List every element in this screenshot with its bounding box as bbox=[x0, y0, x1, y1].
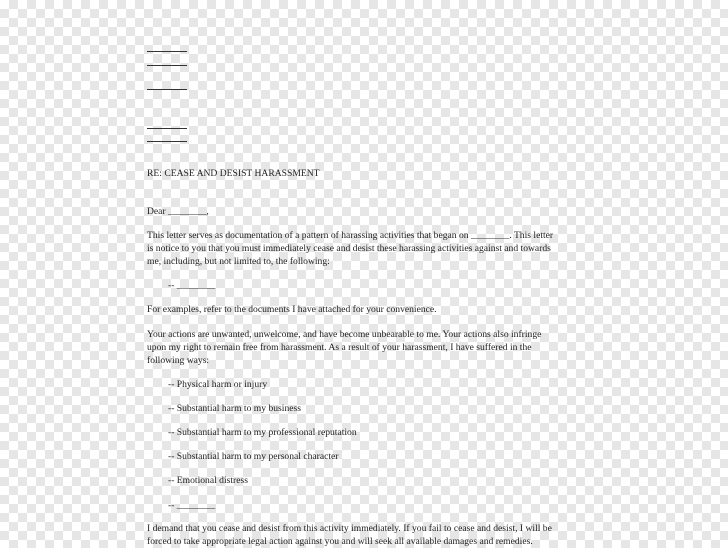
para2-line-2: upon my right to remain free from harassment. As a result of your harassment, I have suffered in the bbox=[147, 342, 532, 353]
list-item: -- ________ bbox=[168, 280, 216, 291]
address-blank-5 bbox=[147, 141, 187, 142]
address-blank-3 bbox=[147, 89, 187, 90]
para1-line-3: me, including, but not limited to, the following: bbox=[147, 256, 330, 267]
address-blank-4 bbox=[147, 128, 187, 129]
address-blank-2 bbox=[147, 65, 187, 66]
para2-line-1: Your actions are unwanted, unwelcome, and have become unbearable to me. Your actions also infringe bbox=[147, 329, 542, 340]
harm-item: -- Substantial harm to my personal character bbox=[168, 451, 339, 462]
para2-line-3: following ways: bbox=[147, 355, 210, 366]
salutation: Dear ________, bbox=[147, 206, 209, 217]
harm-item: -- Substantial harm to my professional reputation bbox=[168, 427, 357, 438]
examples-line: For examples, refer to the documents I have attached for your convenience. bbox=[147, 304, 437, 315]
closing-line-2: forced to take appropriate legal action against you and will seek all available damages and remedies. bbox=[147, 536, 533, 547]
harm-item: -- Emotional distress bbox=[168, 475, 248, 486]
para1-line-1: This letter serves as documentation of a pattern of harassing activities that began on ________. This letter bbox=[147, 230, 554, 241]
closing-line-1: I demand that you cease and desist from this activity immediately. If you fail to cease and desist, I will be bbox=[147, 523, 552, 534]
harm-item: -- ________ bbox=[168, 500, 216, 511]
subject-line: RE: CEASE AND DESIST HARASSMENT bbox=[147, 168, 320, 179]
harm-item: -- Physical harm or injury bbox=[168, 379, 268, 390]
address-blank-1 bbox=[147, 51, 187, 52]
harm-item: -- Substantial harm to my business bbox=[168, 403, 301, 414]
para1-line-2: is notice to you that you must immediately cease and desist these harassing activities against and towards bbox=[147, 243, 551, 254]
